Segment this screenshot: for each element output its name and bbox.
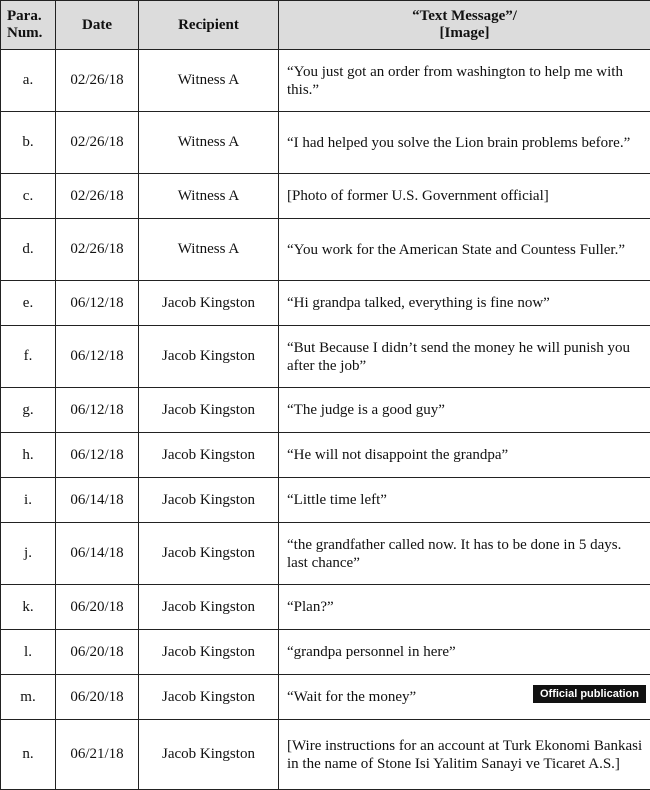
recipient-cell: Jacob Kingston bbox=[139, 585, 279, 630]
para-cell: j. bbox=[1, 523, 56, 585]
date-cell: 06/20/18 bbox=[56, 630, 139, 675]
table-row bbox=[1, 50, 650, 112]
table-row bbox=[1, 720, 650, 790]
date-cell: 06/21/18 bbox=[56, 720, 139, 790]
date-cell: 06/12/18 bbox=[56, 281, 139, 326]
table-row bbox=[1, 174, 650, 219]
para-cell: f. bbox=[1, 326, 56, 388]
date-cell: 06/20/18 bbox=[56, 585, 139, 630]
table-row bbox=[1, 326, 650, 388]
header-recipient: Recipient bbox=[139, 1, 279, 50]
table-header bbox=[1, 1, 650, 50]
para-cell: e. bbox=[1, 281, 56, 326]
para-cell: n. bbox=[1, 720, 56, 790]
message-cell: “Plan?” bbox=[279, 585, 650, 630]
table-row bbox=[1, 630, 650, 675]
table-body bbox=[1, 50, 650, 790]
recipient-cell: Jacob Kingston bbox=[139, 388, 279, 433]
para-cell: d. bbox=[1, 219, 56, 281]
table-row bbox=[1, 219, 650, 281]
recipient-cell: Jacob Kingston bbox=[139, 523, 279, 585]
header-message bbox=[279, 1, 650, 50]
message-cell: [Photo of former U.S. Government official] bbox=[279, 174, 650, 219]
header-para-num bbox=[1, 1, 56, 50]
para-cell: k. bbox=[1, 585, 56, 630]
official-publication-badge: Official publication bbox=[533, 685, 646, 703]
para-cell: c. bbox=[1, 174, 56, 219]
date-cell: 06/14/18 bbox=[56, 523, 139, 585]
table-row bbox=[1, 112, 650, 174]
date-cell: 02/26/18 bbox=[56, 112, 139, 174]
recipient-cell: Jacob Kingston bbox=[139, 326, 279, 388]
para-cell: i. bbox=[1, 478, 56, 523]
para-cell: m. bbox=[1, 675, 56, 720]
date-cell: 06/20/18 bbox=[56, 675, 139, 720]
recipient-cell: Jacob Kingston bbox=[139, 281, 279, 326]
date-cell: 06/12/18 bbox=[56, 326, 139, 388]
message-cell: “I had helped you solve the Lion brain problems before.” bbox=[279, 112, 650, 174]
table-row bbox=[1, 478, 650, 523]
header-message-line2: [Image] bbox=[440, 25, 490, 41]
message-cell: “Wait for the money” bbox=[279, 675, 650, 720]
table-row bbox=[1, 388, 650, 433]
table-row bbox=[1, 523, 650, 585]
message-cell: “grandpa personnel in here” bbox=[279, 630, 650, 675]
header-date: Date bbox=[56, 1, 139, 50]
recipient-cell: Jacob Kingston bbox=[139, 433, 279, 478]
date-cell: 06/12/18 bbox=[56, 433, 139, 478]
para-cell: g. bbox=[1, 388, 56, 433]
message-cell: “the grandfather called now. It has to be done in 5 days. last chance” bbox=[279, 523, 650, 585]
table-row bbox=[1, 281, 650, 326]
date-cell: 02/26/18 bbox=[56, 50, 139, 112]
table-row bbox=[1, 433, 650, 478]
para-cell: h. bbox=[1, 433, 56, 478]
header-message-line1: “Text Message”/ bbox=[412, 8, 517, 24]
message-cell: “You work for the American State and Countess Fuller.” bbox=[279, 219, 650, 281]
recipient-cell: Jacob Kingston bbox=[139, 675, 279, 720]
date-cell: 02/26/18 bbox=[56, 174, 139, 219]
message-cell: “Hi grandpa talked, everything is fine now” bbox=[279, 281, 650, 326]
recipient-cell: Witness A bbox=[139, 219, 279, 281]
table-row bbox=[1, 585, 650, 630]
date-cell: 06/14/18 bbox=[56, 478, 139, 523]
recipient-cell: Witness A bbox=[139, 112, 279, 174]
header-para-line1: Para. bbox=[7, 8, 42, 24]
recipient-cell: Jacob Kingston bbox=[139, 478, 279, 523]
message-cell: “Little time left” bbox=[279, 478, 650, 523]
message-cell: “The judge is a good guy” bbox=[279, 388, 650, 433]
message-cell: “You just got an order from washington to help me with this.” bbox=[279, 50, 650, 112]
date-cell: 02/26/18 bbox=[56, 219, 139, 281]
message-cell: [Wire instructions for an account at Turk Ekonomi Bankasi in the name of Stone Isi Yalitim Sanayi ve Ticaret A.S.] bbox=[279, 720, 650, 790]
message-cell: “But Because I didn’t send the money he will punish you after the job” bbox=[279, 326, 650, 388]
date-cell: 06/12/18 bbox=[56, 388, 139, 433]
recipient-cell: Witness A bbox=[139, 50, 279, 112]
para-cell: a. bbox=[1, 50, 56, 112]
header-para-line2: Num. bbox=[7, 25, 42, 41]
recipient-cell: Jacob Kingston bbox=[139, 720, 279, 790]
recipient-cell: Witness A bbox=[139, 174, 279, 219]
message-cell: “He will not disappoint the grandpa” bbox=[279, 433, 650, 478]
para-cell: l. bbox=[1, 630, 56, 675]
para-cell: b. bbox=[1, 112, 56, 174]
recipient-cell: Jacob Kingston bbox=[139, 630, 279, 675]
